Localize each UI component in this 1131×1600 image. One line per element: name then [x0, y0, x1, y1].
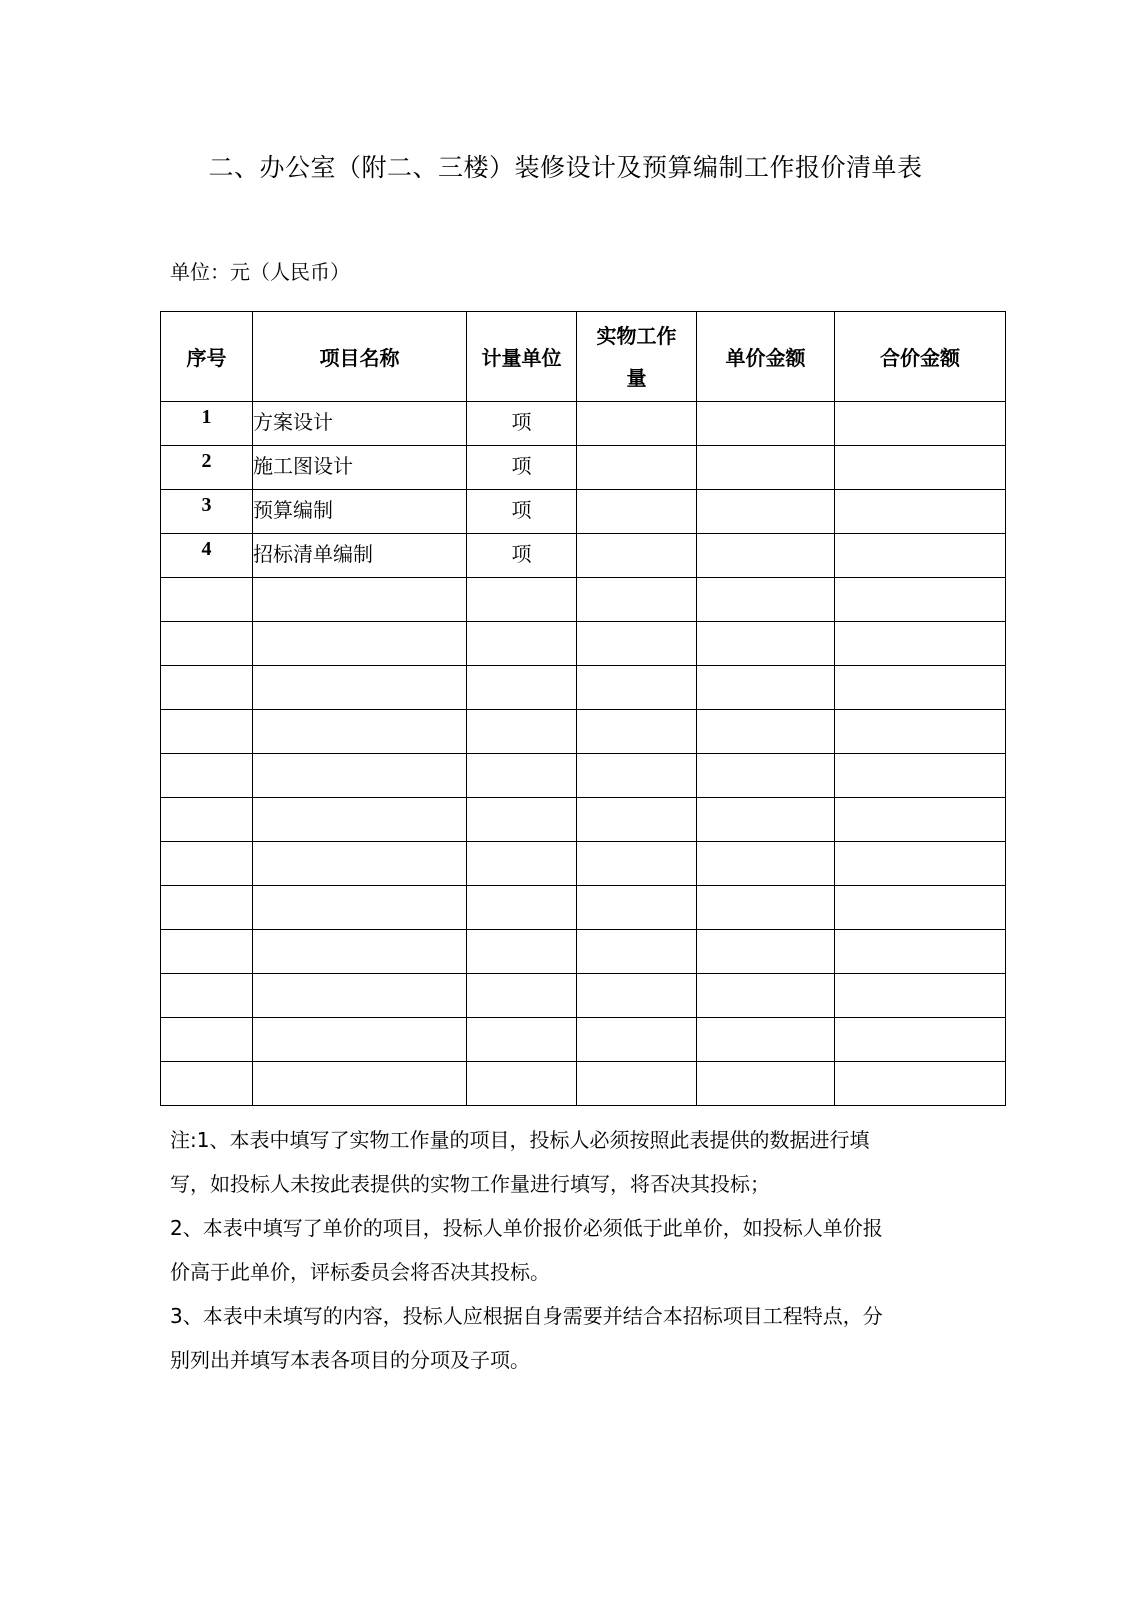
- cell-seq: [161, 1018, 253, 1062]
- cell-item-name: [253, 842, 467, 886]
- table-row: [161, 842, 1006, 886]
- note-3-line-1: 3、本表中未填写的内容，投标人应根据自身需要并结合本招标项目工程特点，分: [170, 1304, 883, 1328]
- cell-volume: [577, 886, 697, 930]
- cell-volume: [577, 490, 697, 534]
- cell-unit-price: [697, 798, 835, 842]
- cell-total-price: [835, 974, 1006, 1018]
- cell-unit-price: [697, 666, 835, 710]
- cell-unit: 项: [467, 490, 577, 534]
- cell-total-price: [835, 710, 1006, 754]
- note-1-line-1: 注:1、本表中填写了实物工作量的项目，投标人必须按照此表提供的数据进行填: [170, 1128, 870, 1152]
- cell-item-name: [253, 666, 467, 710]
- header-unit: 计量单位: [467, 312, 577, 402]
- cell-volume: [577, 402, 697, 446]
- note-1-line-2: 写，如投标人未按此表提供的实物工作量进行填写，将否决其投标；: [170, 1172, 770, 1196]
- cell-unit-price: [697, 490, 835, 534]
- cell-unit-price: [697, 622, 835, 666]
- cell-unit: [467, 622, 577, 666]
- table-row: [161, 578, 1006, 622]
- header-unit-price: 单价金额: [697, 312, 835, 402]
- cell-volume: [577, 798, 697, 842]
- cell-unit-price: [697, 930, 835, 974]
- cell-item-name: [253, 754, 467, 798]
- table-row: [161, 402, 1006, 446]
- cell-unit-price: [697, 1018, 835, 1062]
- note-2-line-2: 价高于此单价，评标委员会将否决其投标。: [170, 1260, 550, 1284]
- cell-unit-price: [697, 1062, 835, 1106]
- table-row: [161, 622, 1006, 666]
- cell-unit-price: [697, 402, 835, 446]
- cell-volume: [577, 930, 697, 974]
- cell-seq: [161, 754, 253, 798]
- cell-seq: [161, 578, 253, 622]
- table-row: [161, 710, 1006, 754]
- cell-volume: [577, 754, 697, 798]
- table-row: [161, 930, 1006, 974]
- cell-total-price: [835, 578, 1006, 622]
- cell-item-name: [253, 710, 467, 754]
- note-2-line-1: 2、本表中填写了单价的项目，投标人单价报价必须低于此单价，如投标人单价报: [170, 1216, 883, 1240]
- cell-item-name: [253, 798, 467, 842]
- cell-unit: [467, 1018, 577, 1062]
- cell-total-price: [835, 534, 1006, 578]
- document-title: 二、办公室（附二、三楼）装修设计及预算编制工作报价清单表: [208, 153, 923, 182]
- header-total-price: 合价金额: [835, 312, 1006, 402]
- header-volume: [577, 312, 697, 402]
- cell-seq: 2: [161, 446, 253, 490]
- cell-total-price: [835, 1062, 1006, 1106]
- cell-seq: 4: [161, 534, 253, 578]
- cell-total-price: [835, 446, 1006, 490]
- cell-total-price: [835, 842, 1006, 886]
- cell-total-price: [835, 798, 1006, 842]
- cell-unit: [467, 798, 577, 842]
- cell-unit-price: [697, 710, 835, 754]
- table-row: [161, 446, 1006, 490]
- cell-volume: [577, 666, 697, 710]
- cell-seq: 1: [161, 402, 253, 446]
- cell-item-name: [253, 578, 467, 622]
- cell-item-name: 招标清单编制: [253, 534, 467, 578]
- cell-unit-price: [697, 446, 835, 490]
- cell-total-price: [835, 622, 1006, 666]
- cell-unit: 项: [467, 446, 577, 490]
- cell-unit-price: [697, 754, 835, 798]
- cell-total-price: [835, 402, 1006, 446]
- cell-volume: [577, 710, 697, 754]
- table-row: [161, 534, 1006, 578]
- currency-unit-label: 单位：元（人民币）: [170, 260, 350, 284]
- cell-volume: [577, 578, 697, 622]
- cell-item-name: [253, 886, 467, 930]
- table-row: [161, 974, 1006, 1018]
- cell-seq: [161, 886, 253, 930]
- cell-total-price: [835, 886, 1006, 930]
- cell-volume: [577, 534, 697, 578]
- table-row: [161, 754, 1006, 798]
- cell-item-name: [253, 930, 467, 974]
- cell-unit: [467, 710, 577, 754]
- header-item-name: 项目名称: [253, 312, 467, 402]
- cell-seq: [161, 974, 253, 1018]
- cell-item-name: 方案设计: [253, 402, 467, 446]
- cell-total-price: [835, 1018, 1006, 1062]
- table-row: [161, 490, 1006, 534]
- table-header-row: [161, 312, 1006, 402]
- cell-volume: [577, 622, 697, 666]
- cell-item-name: 施工图设计: [253, 446, 467, 490]
- cell-seq: [161, 710, 253, 754]
- header-volume-line2: 量: [626, 365, 647, 390]
- table-row: [161, 1062, 1006, 1106]
- cell-unit: [467, 578, 577, 622]
- cell-unit-price: [697, 842, 835, 886]
- cell-unit: [467, 974, 577, 1018]
- cell-total-price: [835, 754, 1006, 798]
- cell-unit: 项: [467, 402, 577, 446]
- cell-volume: [577, 842, 697, 886]
- cell-total-price: [835, 490, 1006, 534]
- table-body: [161, 402, 1006, 1106]
- cell-item-name: [253, 974, 467, 1018]
- cell-unit: [467, 666, 577, 710]
- cell-seq: 3: [161, 490, 253, 534]
- cell-volume: [577, 1062, 697, 1106]
- cell-seq: [161, 1062, 253, 1106]
- cell-unit: [467, 842, 577, 886]
- table-row: [161, 798, 1006, 842]
- cell-volume: [577, 1018, 697, 1062]
- cell-item-name: 预算编制: [253, 490, 467, 534]
- cell-item-name: [253, 622, 467, 666]
- cell-seq: [161, 930, 253, 974]
- quotation-table: [160, 311, 1006, 1106]
- cell-item-name: [253, 1062, 467, 1106]
- cell-volume: [577, 446, 697, 490]
- cell-unit-price: [697, 886, 835, 930]
- cell-unit: [467, 930, 577, 974]
- cell-unit: [467, 1062, 577, 1106]
- table-row: [161, 666, 1006, 710]
- cell-seq: [161, 842, 253, 886]
- cell-unit-price: [697, 534, 835, 578]
- cell-seq: [161, 622, 253, 666]
- cell-unit: 项: [467, 534, 577, 578]
- note-3-line-2: 别列出并填写本表各项目的分项及子项。: [170, 1348, 530, 1372]
- cell-unit-price: [697, 974, 835, 1018]
- table-row: [161, 1018, 1006, 1062]
- cell-seq: [161, 666, 253, 710]
- cell-volume: [577, 974, 697, 1018]
- header-volume-line1: 实物工作: [596, 323, 677, 348]
- cell-unit-price: [697, 578, 835, 622]
- cell-seq: [161, 798, 253, 842]
- cell-unit: [467, 754, 577, 798]
- cell-total-price: [835, 666, 1006, 710]
- notes-section: [170, 1118, 970, 1382]
- header-seq: 序号: [161, 312, 253, 402]
- cell-total-price: [835, 930, 1006, 974]
- cell-item-name: [253, 1018, 467, 1062]
- table-row: [161, 886, 1006, 930]
- cell-unit: [467, 886, 577, 930]
